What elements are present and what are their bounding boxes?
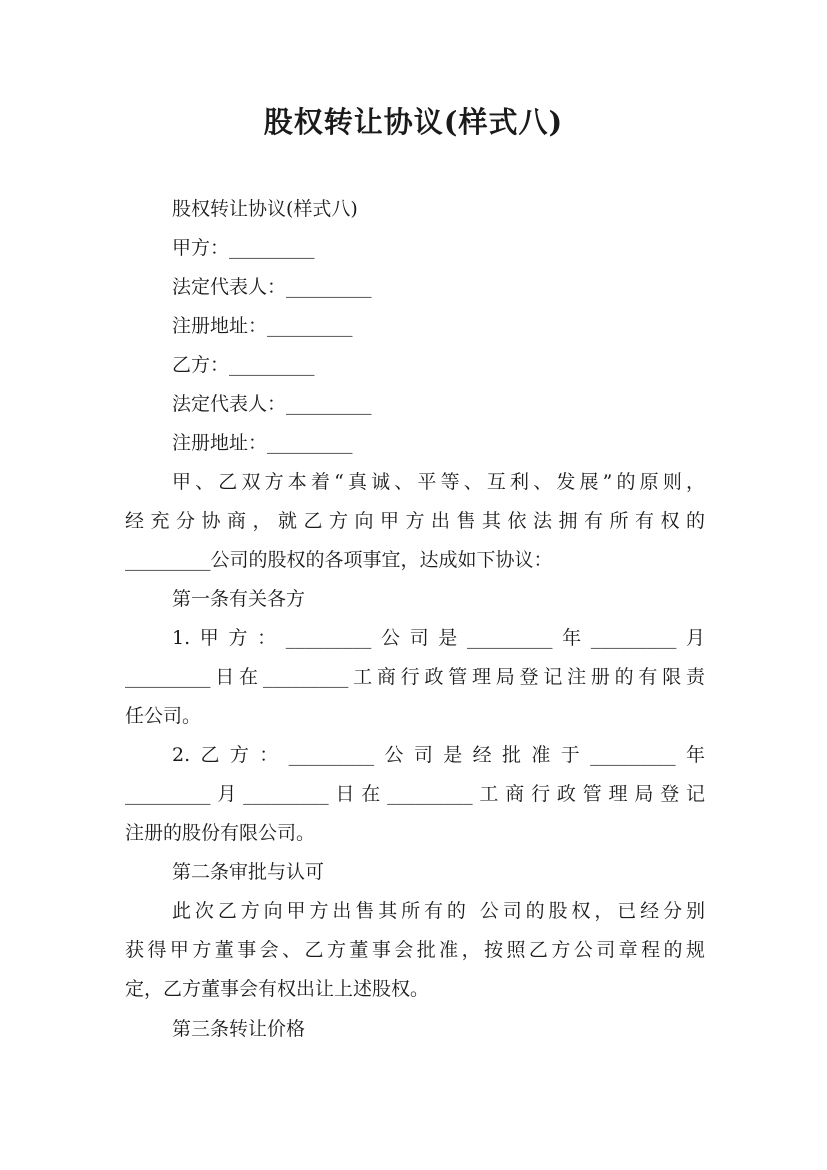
subtitle-line: 股权转让协议(样式八) [172, 198, 358, 220]
article-1-item-1-line-3: 任公司。 [125, 705, 202, 727]
article-1-item-2-line-2: _________月_________日在_________工商行政管理局登记 [125, 783, 705, 805]
article-2-line-2: 获得甲方董事会、乙方董事会批准，按照乙方公司章程的规 [125, 939, 705, 961]
article-2-heading: 第二条审批与认可 [172, 861, 325, 883]
article-1-item-2-line-1: 2.乙方：_________公司是经批准于_________年 [172, 744, 705, 766]
article-1-item-1-line-1: 1.甲方：_________公司是_________年_________月 [172, 627, 705, 649]
document-body [125, 190, 705, 1049]
document-title: 股权转让协议(样式八) [263, 105, 564, 139]
party-a-address-line: 注册地址：_________ [172, 315, 353, 337]
preamble-line-3: _________公司的股权的各项事宜，达成如下协议： [125, 549, 553, 571]
article-1-item-2-line-3: 注册的股份有限公司。 [125, 822, 316, 844]
party-b-representative-line: 法定代表人：_________ [172, 393, 372, 415]
party-a-line: 甲方：_________ [172, 237, 315, 259]
party-b-address-line: 注册地址：_________ [172, 432, 353, 454]
article-1-item-1-line-2: _________日在_________工商行政管理局登记注册的有限责 [125, 666, 705, 688]
preamble-line-1: 甲、乙双方本着“真诚、平等、互利、发展”的原则， [172, 471, 705, 493]
preamble-line-2: 经充分协商，就乙方向甲方出售其依法拥有所有权的 [125, 510, 705, 532]
article-1-heading: 第一条有关各方 [172, 588, 306, 610]
article-2-line-1: 此次乙方向甲方出售其所有的 公司的股权，已经分别 [172, 900, 705, 922]
article-3-heading: 第三条转让价格 [172, 1018, 306, 1040]
party-a-representative-line: 法定代表人：_________ [172, 276, 372, 298]
party-b-line: 乙方：_________ [172, 354, 315, 376]
article-2-line-3: 定，乙方董事会有权出让上述股权。 [125, 978, 430, 1000]
